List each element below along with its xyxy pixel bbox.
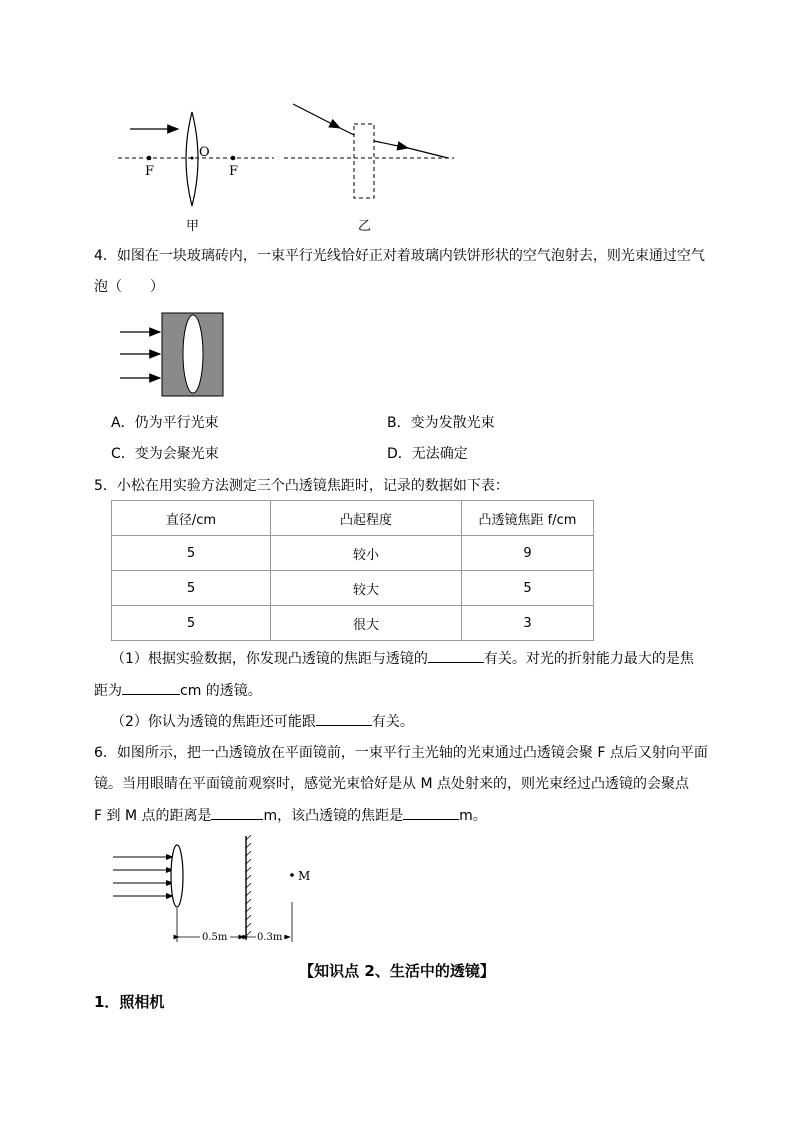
convex-lens [171,845,183,907]
q4-line2: 泡（ ） [94,279,164,295]
answer-blank[interactable] [211,805,263,820]
q5-stem: 5．小松在用实验方法测定三个凸透镜焦距时，记录的数据如下表： [94,478,509,494]
figure-jia [118,112,274,234]
air-bubble [183,315,203,393]
q6-line2: 镜。当用眼睛在平面镜前观察时，感觉光束恰好是从 M 点处射来的，则光束经过凸透镜的会聚点 [94,776,689,792]
q4-option-d[interactable]: D．无法确定 [387,446,468,462]
dim-0-5m: 0.5m [202,932,228,943]
dim-0-3m: 0.3m [257,932,283,943]
table-cell: 5 [112,571,271,606]
q6-line1: 6．如图所示，把一凸透镜放在平面镜前，一束平行主光轴的光束通过凸透镜会聚 F 点后又射向平面 [94,745,708,761]
caption-yi: 乙 [358,219,372,234]
label-o: O [199,145,210,160]
table-cell: 较大 [271,571,462,606]
table-cell: 5 [112,606,271,641]
q5-sub2: （2）你认为透镜的焦距还可能跟 有关。 [111,711,414,732]
answer-blank[interactable] [316,711,372,726]
table-header-row [112,501,594,536]
subsection-title: 1．照相机 [94,993,165,1011]
table-cell: 3 [462,606,594,641]
q4-line1: 4．如图在一块玻璃砖内，一束平行光线恰好正对着玻璃内铁饼形状的空气泡射去，则光束通过空气 [94,248,705,264]
table-header-cell: 凸起程度 [271,501,462,536]
figure-yi [284,104,454,234]
table-row [112,606,594,641]
table-row [112,536,594,571]
table-row [112,571,594,606]
answer-blank[interactable] [403,805,459,820]
lens-figures [0,95,794,240]
table-cell: 9 [462,536,594,571]
q4-option-b[interactable]: B．变为发散光束 [387,415,495,431]
unknown-box [354,124,374,198]
table-header-cell: 直径/cm [112,501,271,536]
focal-length-table [111,500,594,641]
table-cell: 5 [112,536,271,571]
table-cell: 5 [462,571,594,606]
table-cell: 较小 [271,536,462,571]
answer-blank[interactable] [122,680,180,695]
q4-option-c[interactable]: C．变为会聚光束 [111,446,219,462]
lens-mirror-figure [105,832,325,947]
q6-line3: F 到 M 点的距离是 m，该凸透镜的焦距是 m。 [94,805,487,826]
table-cell: 很大 [271,606,462,641]
answer-blank[interactable] [428,648,484,663]
table-header-cell: 凸透镜焦距 f/cm [462,501,594,536]
glass-brick-figure [110,308,230,400]
label-m: M [298,869,311,883]
section-heading: 【知识点 2、生活中的透镜】 [299,962,495,980]
label-f-right: F [229,164,239,179]
label-f-left: F [145,164,155,179]
caption-jia: 甲 [186,219,200,234]
q5-sub1-line2: 距为 cm 的透镜。 [94,680,262,701]
q5-sub1-line1: （1）根据实验数据，你发现凸透镜的焦距与透镜的 有关。对光的折射能力最大的是焦 [111,648,694,669]
q4-option-a[interactable]: A．仍为平行光束 [111,415,219,431]
